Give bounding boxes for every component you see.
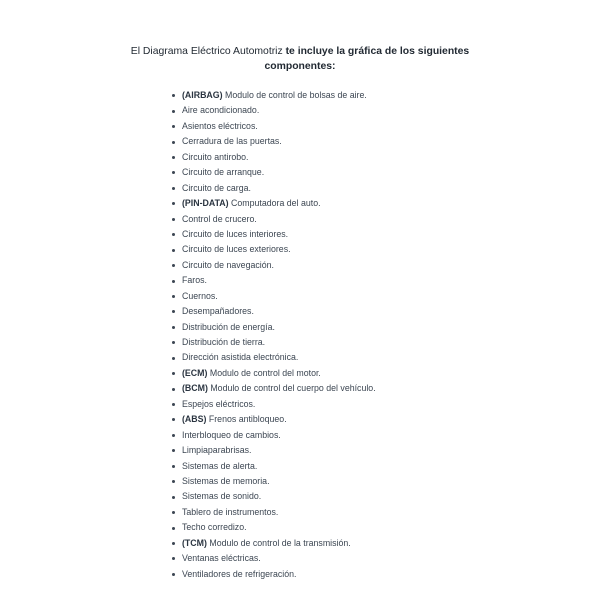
list-item (171, 242, 376, 257)
component-description: Desempañadores. (182, 306, 254, 317)
component-code: (AIRBAG) (182, 90, 223, 100)
bullet-icon (172, 418, 175, 421)
list-item (171, 88, 376, 103)
component-description: Tablero de instrumentos. (182, 506, 279, 517)
list-item (171, 551, 376, 566)
list-item (171, 412, 376, 427)
component-description: Sistemas de memoria. (182, 475, 270, 486)
component-description: Modulo de control del motor. (207, 367, 321, 378)
component-description: Sistemas de sonido. (182, 491, 262, 502)
list-item (171, 320, 376, 335)
intro-bold-text-line2: componentes: (264, 61, 336, 72)
component-description: Circuito de navegación. (182, 259, 274, 270)
bullet-icon (172, 403, 175, 406)
bullet-icon (172, 280, 175, 283)
list-item (171, 289, 376, 304)
list-item (171, 536, 376, 551)
bullet-icon (172, 388, 175, 391)
component-code: (PIN-DATA) (182, 198, 229, 209)
component-description: Circuito antirobo. (182, 151, 249, 162)
list-item (171, 459, 376, 474)
bullet-icon (172, 557, 175, 560)
list-item (171, 428, 376, 443)
bullet-icon (172, 264, 175, 267)
component-description: Circuito de luces interiores. (182, 228, 289, 239)
component-description: Sistemas de alerta. (182, 460, 258, 471)
bullet-icon (172, 171, 175, 174)
list-item (171, 350, 376, 365)
list-item (171, 212, 376, 227)
list-item (171, 150, 376, 165)
intro-bold-text-line1: te incluye la gráfica de los siguientes (285, 46, 470, 57)
bullet-icon (172, 249, 175, 252)
component-description: Frenos antibloqueo. (206, 414, 287, 425)
list-item (171, 196, 376, 211)
bullet-icon (172, 465, 175, 468)
bullet-icon (172, 542, 175, 545)
bullet-icon (172, 156, 175, 159)
component-code: (ECM) (182, 367, 208, 378)
component-description: Limpiaparabrisas. (182, 445, 252, 456)
bullet-icon (172, 141, 175, 144)
bullet-icon (172, 187, 175, 190)
list-item (171, 381, 376, 396)
component-description: Aire acondicionado. (182, 105, 260, 116)
bullet-icon (172, 326, 175, 329)
list-item (171, 567, 376, 582)
component-description: Cuernos. (182, 290, 218, 301)
bullet-icon (172, 496, 175, 499)
bullet-icon (172, 295, 175, 298)
bullet-icon (172, 573, 175, 576)
bullet-icon (172, 434, 175, 437)
component-description: Computadora del auto. (228, 198, 321, 209)
list-item (171, 335, 376, 350)
list-item (171, 103, 376, 118)
component-description: Cerradura de las puertas. (182, 136, 282, 147)
list-item (171, 273, 376, 288)
component-description: Techo corredizo. (182, 522, 247, 533)
list-item (171, 443, 376, 458)
bullet-icon (172, 511, 175, 514)
component-description: Modulo de control de la transmisión. (206, 537, 351, 548)
component-description: Distribución de energía. (182, 321, 275, 332)
component-description: Ventiladores de refrigeración. (182, 568, 297, 579)
list-item (171, 397, 376, 412)
list-item (171, 304, 376, 319)
bullet-icon (172, 527, 175, 530)
bullet-icon (172, 480, 175, 483)
component-description: Ventanas eléctricas. (182, 553, 261, 564)
component-description: Dirección asistida electrónica. (182, 352, 299, 363)
bullet-icon (172, 357, 175, 360)
bullet-icon (172, 449, 175, 452)
bullet-icon (172, 94, 175, 97)
component-description: Distribución de tierra. (182, 337, 266, 347)
component-description: Asientos eléctricos. (182, 120, 258, 131)
component-description: Modulo de control del cuerpo del vehículo. (207, 383, 376, 394)
component-description: Circuito de luces exteriores. (182, 244, 291, 255)
bullet-icon (172, 110, 175, 113)
list-item (171, 134, 376, 149)
bullet-icon (172, 202, 175, 205)
bullet-icon (172, 372, 175, 375)
component-code: (ABS) (182, 414, 207, 425)
list-item (171, 489, 376, 504)
bullet-icon (172, 310, 175, 313)
intro-normal-text: El Diagrama Eléctrico Automotriz (130, 46, 286, 57)
component-code: (TCM) (182, 537, 207, 548)
list-item (171, 520, 376, 535)
component-description: Interbloqueo de cambios. (182, 429, 281, 440)
component-description: Control de crucero. (182, 213, 257, 224)
list-item (171, 165, 376, 180)
component-list (171, 88, 376, 582)
component-description: Modulo de control de bolsas de aire. (222, 90, 367, 100)
bullet-icon (172, 125, 175, 128)
bullet-icon (172, 341, 175, 344)
list-item (171, 505, 376, 520)
bullet-icon (172, 233, 175, 236)
list-item (171, 119, 376, 134)
component-description: Espejos eléctricos. (182, 398, 256, 409)
list-item (171, 474, 376, 489)
component-description: Circuito de carga. (182, 182, 251, 193)
list-item (171, 181, 376, 196)
component-description: Circuito de arranque. (182, 167, 265, 178)
list-item (171, 258, 376, 273)
component-description: Faros. (182, 275, 207, 286)
list-item (171, 227, 376, 242)
intro-paragraph (0, 44, 600, 74)
bullet-icon (172, 218, 175, 221)
list-item (171, 366, 376, 381)
component-code: (BCM) (182, 383, 208, 394)
